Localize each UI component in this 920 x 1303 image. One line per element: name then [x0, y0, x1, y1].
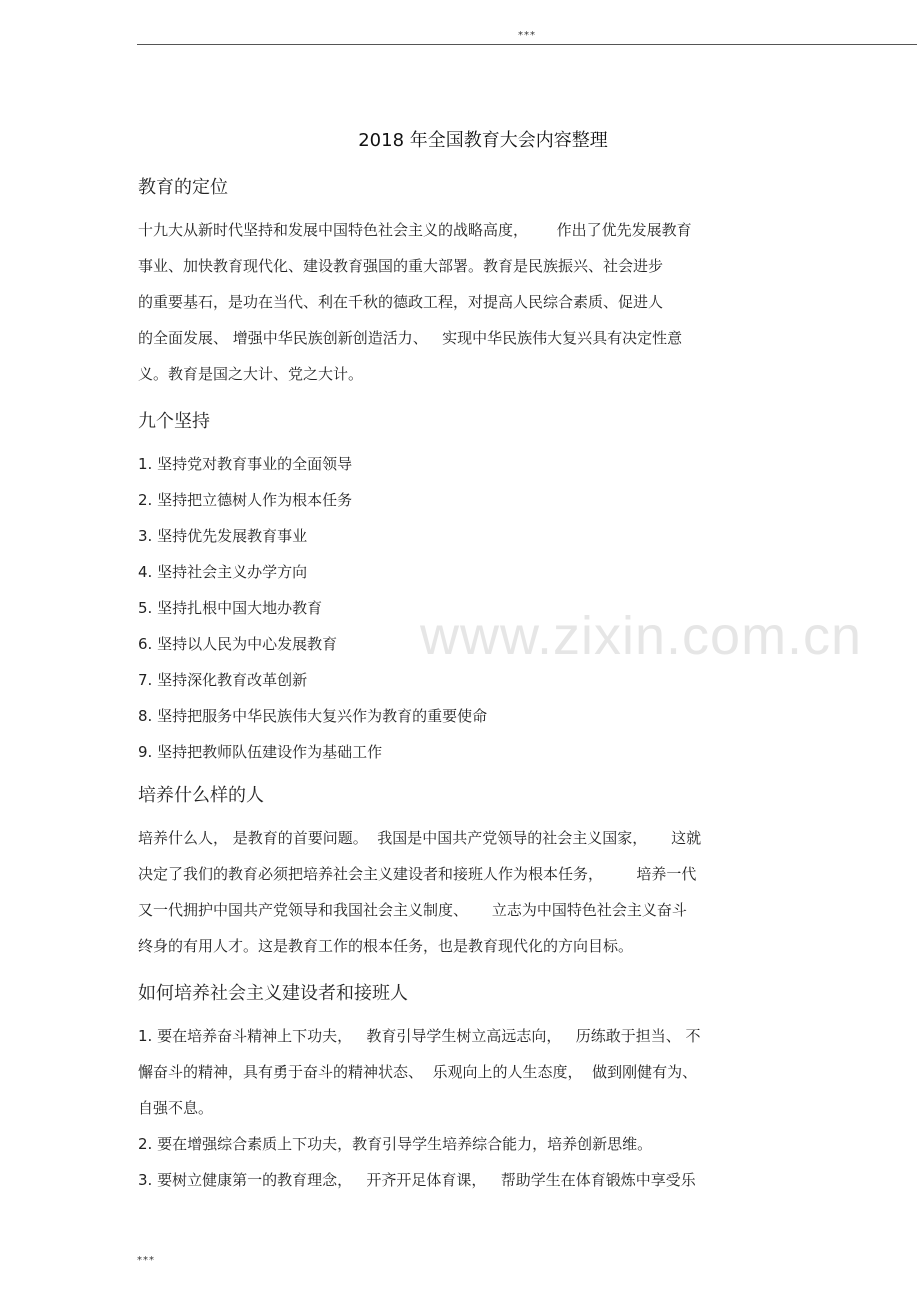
header-rule [137, 44, 917, 45]
section-heading-positioning: 教育的定位 [138, 177, 228, 198]
paragraph-line: 2. 要在增强综合素质上下功夫，教育引导学生培养综合能力，培养创新思维。 [138, 1135, 653, 1153]
paragraph-line: 懈奋斗的精神，具有勇于奋斗的精神状态、 乐观向上的人生态度， 做到刚健有为、 [138, 1063, 698, 1081]
document-body [138, 124, 798, 1214]
paragraph-line: 培养什么人， 是教育的首要问题。 我国是中国共产党领导的社会主义国家， 这就 [138, 829, 702, 847]
paragraph-line: 事业、加快教育现代化、建设教育强国的重大部署。教育是民族振兴、社会进步 [138, 257, 664, 275]
header-mark: *** [518, 30, 536, 41]
paragraph-line: 决定了我们的教育必须把培养社会主义建设者和接班人作为根本任务， 培养一代 [138, 865, 697, 883]
footer-mark: *** [137, 1255, 155, 1266]
list-item: 4. 坚持社会主义办学方向 [138, 563, 308, 581]
paragraph-what-people [138, 820, 798, 964]
list-item: 6. 坚持以人民为中心发展教育 [138, 635, 338, 653]
paragraph-line: 义。教育是国之大计、党之大计。 [138, 365, 364, 383]
paragraph-line: 的重要基石，是功在当代、利在千秋的德政工程，对提高人民综合素质、促进人 [138, 293, 664, 311]
section-heading-how-to-cultivate: 如何培养社会主义建设者和接班人 [138, 983, 408, 1004]
watermark: www.zixin.com.cn [420, 606, 863, 666]
paragraph-line: 又一代拥护中国共产党领导和我国社会主义制度、 立志为中国特色社会主义奋斗 [138, 901, 687, 919]
list-item: 5. 坚持扎根中国大地办教育 [138, 599, 323, 617]
paragraph-positioning [138, 212, 798, 392]
paragraph-line: 的全面发展、 增强中华民族创新创造活力、 实现中华民族伟大复兴具有决定性意 [138, 329, 683, 347]
list-item: 1. 坚持党对教育事业的全面领导 [138, 455, 353, 473]
document-title: 2018 年全国教育大会内容整理 [358, 130, 608, 151]
list-item: 9. 坚持把教师队伍建设作为基础工作 [138, 743, 383, 761]
section-heading-nine-adherences: 九个坚持 [138, 411, 210, 432]
paragraph-how-to-cultivate [138, 1018, 798, 1198]
list-item: 3. 坚持优先发展教育事业 [138, 527, 308, 545]
paragraph-line: 终身的有用人才。这是教育工作的根本任务，也是教育现代化的方向目标。 [138, 937, 634, 955]
list-item: 7. 坚持深化教育改革创新 [138, 671, 308, 689]
section-heading-what-people: 培养什么样的人 [138, 785, 264, 806]
paragraph-line: 十九大从新时代坚持和发展中国特色社会主义的战略高度， 作出了优先发展教育 [138, 221, 692, 239]
paragraph-line: 自强不息。 [138, 1099, 214, 1117]
paragraph-line: 3. 要树立健康第一的教育理念， 开齐开足体育课， 帮助学生在体育锻炼中享受乐 [138, 1171, 696, 1189]
list-item: 2. 坚持把立德树人作为根本任务 [138, 491, 353, 509]
paragraph-line: 1. 要在培养奋斗精神上下功夫， 教育引导学生树立高远志向， 历练敢于担当、 不 [138, 1027, 701, 1045]
nine-adherences-list [138, 446, 798, 770]
list-item: 8. 坚持把服务中华民族伟大复兴作为教育的重要使命 [138, 707, 488, 725]
